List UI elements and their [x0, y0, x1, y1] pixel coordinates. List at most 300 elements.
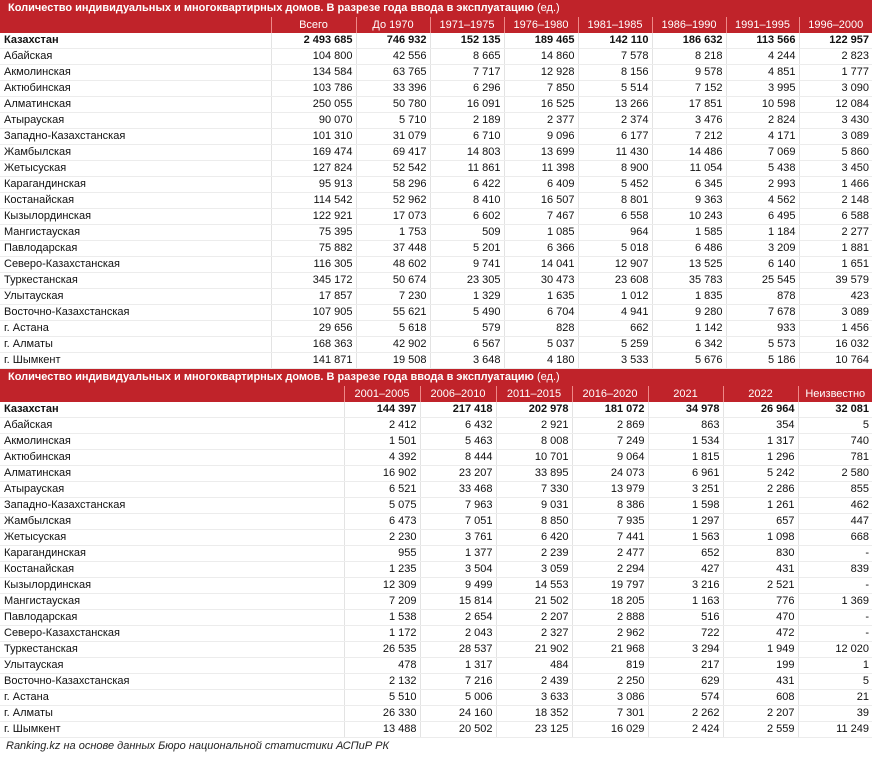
value-cell: 1 466 — [799, 177, 872, 193]
value-cell: 75 395 — [271, 225, 356, 241]
value-cell: 13 979 — [572, 482, 648, 498]
value-cell: 819 — [572, 658, 648, 674]
value-cell: 116 305 — [271, 257, 356, 273]
value-cell: 7 209 — [344, 594, 420, 610]
region-name-cell: Жетысуская — [0, 161, 271, 177]
value-cell: 6 961 — [648, 466, 723, 482]
value-cell: 1 753 — [356, 225, 430, 241]
value-cell: 1 534 — [648, 434, 723, 450]
value-cell: 6 602 — [430, 209, 504, 225]
value-cell: 2 521 — [723, 578, 798, 594]
value-cell: 217 — [648, 658, 723, 674]
value-cell: 3 216 — [648, 578, 723, 594]
value-cell: 470 — [723, 610, 798, 626]
value-cell: 8 008 — [496, 434, 572, 450]
table-row — [0, 690, 872, 706]
table1-header-cell: 1971–1975 — [430, 17, 504, 33]
value-cell: 6 345 — [652, 177, 726, 193]
value-cell: 447 — [798, 514, 872, 530]
region-name-cell: Казахстан — [0, 33, 271, 49]
value-cell: 1 142 — [652, 321, 726, 337]
value-cell: 574 — [648, 690, 723, 706]
value-cell: 6 567 — [430, 337, 504, 353]
table-row — [0, 177, 872, 193]
region-name-cell: Северо-Казахстанская — [0, 626, 344, 642]
value-cell: 4 851 — [726, 65, 799, 81]
value-cell: 37 448 — [356, 241, 430, 257]
value-cell: 58 296 — [356, 177, 430, 193]
value-cell: 431 — [723, 674, 798, 690]
value-cell: 6 140 — [726, 257, 799, 273]
region-name-cell: Атырауская — [0, 482, 344, 498]
value-cell: 1 317 — [420, 658, 496, 674]
table-row — [0, 434, 872, 450]
value-cell: 3 504 — [420, 562, 496, 578]
value-cell: 50 780 — [356, 97, 430, 113]
value-cell: 17 851 — [652, 97, 726, 113]
table-row — [0, 626, 872, 642]
value-cell: 1 261 — [723, 498, 798, 514]
value-cell: 10 701 — [496, 450, 572, 466]
value-cell: 1 329 — [430, 289, 504, 305]
table-row — [0, 482, 872, 498]
region-name-cell: Туркестанская — [0, 642, 344, 658]
value-cell: 1 881 — [799, 241, 872, 257]
table2-header-cell: 2001–2005 — [344, 386, 420, 402]
table-row — [0, 81, 872, 97]
value-cell: 48 602 — [356, 257, 430, 273]
value-cell: 4 244 — [726, 49, 799, 65]
table-row — [0, 33, 872, 49]
value-cell: 2 189 — [430, 113, 504, 129]
value-cell: 103 786 — [271, 81, 356, 97]
value-cell: 933 — [726, 321, 799, 337]
value-cell: 5 860 — [799, 145, 872, 161]
table-row — [0, 353, 872, 369]
table-row — [0, 722, 872, 738]
value-cell: 6 588 — [799, 209, 872, 225]
value-cell: 202 978 — [496, 402, 572, 418]
table-row — [0, 113, 872, 129]
value-cell: 16 032 — [799, 337, 872, 353]
value-cell: 42 556 — [356, 49, 430, 65]
table-row — [0, 402, 872, 418]
value-cell: 7 216 — [420, 674, 496, 690]
region-name-cell: Жетысуская — [0, 530, 344, 546]
value-cell: 8 444 — [420, 450, 496, 466]
value-cell: 579 — [430, 321, 504, 337]
value-cell: 9 031 — [496, 498, 572, 514]
value-cell: 3 089 — [799, 129, 872, 145]
value-cell: 14 041 — [504, 257, 578, 273]
table-row — [0, 562, 872, 578]
value-cell: 5 006 — [420, 690, 496, 706]
value-cell: 21 — [798, 690, 872, 706]
table2-header-cell: 2022 — [723, 386, 798, 402]
value-cell: 2 654 — [420, 610, 496, 626]
value-cell: 776 — [723, 594, 798, 610]
value-cell: 14 486 — [652, 145, 726, 161]
table-row — [0, 257, 872, 273]
value-cell: 9 578 — [652, 65, 726, 81]
value-cell: 5 618 — [356, 321, 430, 337]
value-cell: 964 — [578, 225, 652, 241]
value-cell: 1 085 — [504, 225, 578, 241]
value-cell: 9 096 — [504, 129, 578, 145]
value-cell: 39 — [798, 706, 872, 722]
table2-unit: (ед.) — [537, 371, 560, 383]
value-cell: 11 430 — [578, 145, 652, 161]
region-name-cell: Акмолинская — [0, 434, 344, 450]
value-cell: 2 239 — [496, 546, 572, 562]
value-cell: 6 409 — [504, 177, 578, 193]
value-cell: 30 473 — [504, 273, 578, 289]
value-cell: 2 132 — [344, 674, 420, 690]
value-cell: 2 262 — [648, 706, 723, 722]
value-cell: 8 386 — [572, 498, 648, 514]
value-cell: 8 410 — [430, 193, 504, 209]
region-name-cell: Абайская — [0, 418, 344, 434]
value-cell: - — [798, 578, 872, 594]
table-row — [0, 337, 872, 353]
value-cell: 2 286 — [723, 482, 798, 498]
value-cell: 250 055 — [271, 97, 356, 113]
region-name-cell: Костанайская — [0, 193, 271, 209]
table-row — [0, 321, 872, 337]
value-cell: 3 251 — [648, 482, 723, 498]
value-cell: 2 377 — [504, 113, 578, 129]
value-cell: 52 542 — [356, 161, 430, 177]
value-cell: 152 135 — [430, 33, 504, 49]
value-cell: 19 508 — [356, 353, 430, 369]
value-cell: 9 741 — [430, 257, 504, 273]
value-cell: 3 090 — [799, 81, 872, 97]
table-row — [0, 546, 872, 562]
value-cell: 1 777 — [799, 65, 872, 81]
value-cell: 2 962 — [572, 626, 648, 642]
value-cell: 13 525 — [652, 257, 726, 273]
region-name-cell: г. Алматы — [0, 706, 344, 722]
value-cell: 1 456 — [799, 321, 872, 337]
region-name-cell: Алматинская — [0, 97, 271, 113]
table2-title-bar — [0, 369, 872, 386]
value-cell: 23 125 — [496, 722, 572, 738]
value-cell: 1 012 — [578, 289, 652, 305]
value-cell: 7 249 — [572, 434, 648, 450]
value-cell: 668 — [798, 530, 872, 546]
value-cell: 11 249 — [798, 722, 872, 738]
value-cell: 3 430 — [799, 113, 872, 129]
value-cell: 7 301 — [572, 706, 648, 722]
value-cell: 12 928 — [504, 65, 578, 81]
value-cell: 35 783 — [652, 273, 726, 289]
value-cell: 9 363 — [652, 193, 726, 209]
table-row — [0, 466, 872, 482]
value-cell: 28 537 — [420, 642, 496, 658]
value-cell: 2 374 — [578, 113, 652, 129]
table1-title-bar — [0, 0, 872, 17]
value-cell: 169 474 — [271, 145, 356, 161]
value-cell: 122 921 — [271, 209, 356, 225]
table-row — [0, 65, 872, 81]
table1-header-cell: 1991–1995 — [726, 17, 799, 33]
region-name-cell: Западно-Казахстанская — [0, 129, 271, 145]
value-cell: 5 — [798, 674, 872, 690]
value-cell: 2 888 — [572, 610, 648, 626]
value-cell: 1 098 — [723, 530, 798, 546]
table2 — [0, 386, 872, 738]
value-cell: 141 871 — [271, 353, 356, 369]
value-cell: 31 079 — [356, 129, 430, 145]
value-cell: 5 201 — [430, 241, 504, 257]
value-cell: 16 091 — [430, 97, 504, 113]
value-cell: 63 765 — [356, 65, 430, 81]
table1-title: Количество индивидуальных и многоквартирных домов. В разрезе года ввода в эксплуатацию — [8, 2, 534, 14]
value-cell: 1 296 — [723, 450, 798, 466]
value-cell: 722 — [648, 626, 723, 642]
value-cell: 5 490 — [430, 305, 504, 321]
value-cell: 423 — [799, 289, 872, 305]
value-cell: - — [798, 546, 872, 562]
region-name-cell: Жамбылская — [0, 145, 271, 161]
value-cell: 217 418 — [420, 402, 496, 418]
table-row — [0, 498, 872, 514]
value-cell: 16 507 — [504, 193, 578, 209]
value-cell: 608 — [723, 690, 798, 706]
region-name-cell: Жамбылская — [0, 514, 344, 530]
table-row — [0, 97, 872, 113]
value-cell: 1 — [798, 658, 872, 674]
value-cell: 2 559 — [723, 722, 798, 738]
value-cell: 29 656 — [271, 321, 356, 337]
value-cell: 13 699 — [504, 145, 578, 161]
value-cell: 2 477 — [572, 546, 648, 562]
value-cell: 345 172 — [271, 273, 356, 289]
value-cell: 7 850 — [504, 81, 578, 97]
value-cell: 2 148 — [799, 193, 872, 209]
value-cell: 1 651 — [799, 257, 872, 273]
table-row — [0, 674, 872, 690]
value-cell: 8 850 — [496, 514, 572, 530]
value-cell: 431 — [723, 562, 798, 578]
value-cell: 127 824 — [271, 161, 356, 177]
value-cell: 18 205 — [572, 594, 648, 610]
region-name-cell: Кызылординская — [0, 209, 271, 225]
value-cell: 6 432 — [420, 418, 496, 434]
value-cell: 16 525 — [504, 97, 578, 113]
value-cell: 6 558 — [578, 209, 652, 225]
region-name-cell: г. Астана — [0, 321, 271, 337]
value-cell: 2 424 — [648, 722, 723, 738]
value-cell: 839 — [798, 562, 872, 578]
table1-header-cell — [0, 17, 271, 33]
value-cell: 462 — [798, 498, 872, 514]
value-cell: 8 900 — [578, 161, 652, 177]
value-cell: 1 835 — [652, 289, 726, 305]
value-cell: 6 495 — [726, 209, 799, 225]
value-cell: 42 902 — [356, 337, 430, 353]
value-cell: 21 902 — [496, 642, 572, 658]
table-row — [0, 610, 872, 626]
value-cell: 1 172 — [344, 626, 420, 642]
value-cell: 69 417 — [356, 145, 430, 161]
value-cell: 113 566 — [726, 33, 799, 49]
value-cell: 3 761 — [420, 530, 496, 546]
table1-header-cell: 1996–2000 — [799, 17, 872, 33]
value-cell: 4 180 — [504, 353, 578, 369]
value-cell: 5 075 — [344, 498, 420, 514]
region-name-cell: Абайская — [0, 49, 271, 65]
value-cell: 20 502 — [420, 722, 496, 738]
value-cell: 2 277 — [799, 225, 872, 241]
table-row — [0, 706, 872, 722]
table2-header-cell: 2016–2020 — [572, 386, 648, 402]
value-cell: 15 814 — [420, 594, 496, 610]
region-name-cell: Улытауская — [0, 289, 271, 305]
table-row — [0, 658, 872, 674]
value-cell: 142 110 — [578, 33, 652, 49]
table2-header-cell: Неизвестно — [798, 386, 872, 402]
value-cell: 24 073 — [572, 466, 648, 482]
region-name-cell: Западно-Казахстанская — [0, 498, 344, 514]
value-cell: 75 882 — [271, 241, 356, 257]
value-cell: 652 — [648, 546, 723, 562]
region-name-cell: Алматинская — [0, 466, 344, 482]
value-cell: 101 310 — [271, 129, 356, 145]
region-name-cell: Казахстан — [0, 402, 344, 418]
value-cell: 7 717 — [430, 65, 504, 81]
value-cell: 7 678 — [726, 305, 799, 321]
region-name-cell: Атырауская — [0, 113, 271, 129]
value-cell: 16 029 — [572, 722, 648, 738]
value-cell: 134 584 — [271, 65, 356, 81]
region-name-cell: г. Шымкент — [0, 353, 271, 369]
value-cell: 33 895 — [496, 466, 572, 482]
value-cell: 33 468 — [420, 482, 496, 498]
value-cell: 6 521 — [344, 482, 420, 498]
table2-header-cell: 2006–2010 — [420, 386, 496, 402]
region-name-cell: Актюбинская — [0, 450, 344, 466]
table-row — [0, 225, 872, 241]
value-cell: 18 352 — [496, 706, 572, 722]
value-cell: 1 563 — [648, 530, 723, 546]
value-cell: 8 218 — [652, 49, 726, 65]
value-cell: 830 — [723, 546, 798, 562]
value-cell: 1 585 — [652, 225, 726, 241]
value-cell: 2 493 685 — [271, 33, 356, 49]
region-name-cell: Кызылординская — [0, 578, 344, 594]
value-cell: 1 598 — [648, 498, 723, 514]
value-cell: 5 186 — [726, 353, 799, 369]
value-cell: 55 621 — [356, 305, 430, 321]
value-cell: 509 — [430, 225, 504, 241]
table-row — [0, 161, 872, 177]
region-name-cell: Актюбинская — [0, 81, 271, 97]
value-cell: 25 545 — [726, 273, 799, 289]
table1-header-cell: 1981–1985 — [578, 17, 652, 33]
value-cell: 24 160 — [420, 706, 496, 722]
value-cell: 6 422 — [430, 177, 504, 193]
value-cell: 181 072 — [572, 402, 648, 418]
value-cell: 1 377 — [420, 546, 496, 562]
table-row — [0, 129, 872, 145]
value-cell: 740 — [798, 434, 872, 450]
region-name-cell: Восточно-Казахстанская — [0, 674, 344, 690]
table2-title: Количество индивидуальных и многоквартирных домов. В разрезе года ввода в эксплуатацию — [8, 371, 534, 383]
value-cell: 5 037 — [504, 337, 578, 353]
source-note: Ranking.kz на основе данных Бюро национальной статистики АСПиР РК — [6, 740, 389, 752]
value-cell: 2 823 — [799, 49, 872, 65]
value-cell: 8 665 — [430, 49, 504, 65]
value-cell: 3 648 — [430, 353, 504, 369]
value-cell: 10 598 — [726, 97, 799, 113]
value-cell: 472 — [723, 626, 798, 642]
value-cell: 2 921 — [496, 418, 572, 434]
value-cell: 1 235 — [344, 562, 420, 578]
value-cell: 104 800 — [271, 49, 356, 65]
value-cell: 90 070 — [271, 113, 356, 129]
table-row — [0, 594, 872, 610]
value-cell: 26 330 — [344, 706, 420, 722]
value-cell: 5 — [798, 418, 872, 434]
value-cell: - — [798, 626, 872, 642]
value-cell: 7 212 — [652, 129, 726, 145]
region-name-cell: Туркестанская — [0, 273, 271, 289]
value-cell: 21 968 — [572, 642, 648, 658]
value-cell: 1 501 — [344, 434, 420, 450]
value-cell: 7 051 — [420, 514, 496, 530]
value-cell: 7 441 — [572, 530, 648, 546]
value-cell: 6 486 — [652, 241, 726, 257]
value-cell: 50 674 — [356, 273, 430, 289]
table-row — [0, 450, 872, 466]
region-name-cell: Мангистауская — [0, 225, 271, 241]
value-cell: 1 184 — [726, 225, 799, 241]
value-cell: 828 — [504, 321, 578, 337]
value-cell: 3 533 — [578, 353, 652, 369]
table1-header-row — [0, 17, 872, 33]
value-cell: 14 553 — [496, 578, 572, 594]
value-cell: 168 363 — [271, 337, 356, 353]
region-name-cell: Карагандинская — [0, 177, 271, 193]
value-cell: 5 514 — [578, 81, 652, 97]
value-cell: 4 941 — [578, 305, 652, 321]
value-cell: 34 978 — [648, 402, 723, 418]
value-cell: 2 207 — [496, 610, 572, 626]
value-cell: 657 — [723, 514, 798, 530]
table-row — [0, 642, 872, 658]
value-cell: 14 860 — [504, 49, 578, 65]
table-row — [0, 578, 872, 594]
value-cell: 107 905 — [271, 305, 356, 321]
table-row — [0, 305, 872, 321]
table2-header-row — [0, 386, 872, 402]
value-cell: 781 — [798, 450, 872, 466]
value-cell: 186 632 — [652, 33, 726, 49]
value-cell: 6 177 — [578, 129, 652, 145]
value-cell: 3 209 — [726, 241, 799, 257]
value-cell: 3 086 — [572, 690, 648, 706]
value-cell: 629 — [648, 674, 723, 690]
value-cell: 2 250 — [572, 674, 648, 690]
value-cell: 1 369 — [798, 594, 872, 610]
region-name-cell: Павлодарская — [0, 241, 271, 257]
region-name-cell: г. Алматы — [0, 337, 271, 353]
value-cell: 1 163 — [648, 594, 723, 610]
value-cell: 11 054 — [652, 161, 726, 177]
value-cell: 7 230 — [356, 289, 430, 305]
value-cell: 2 580 — [798, 466, 872, 482]
